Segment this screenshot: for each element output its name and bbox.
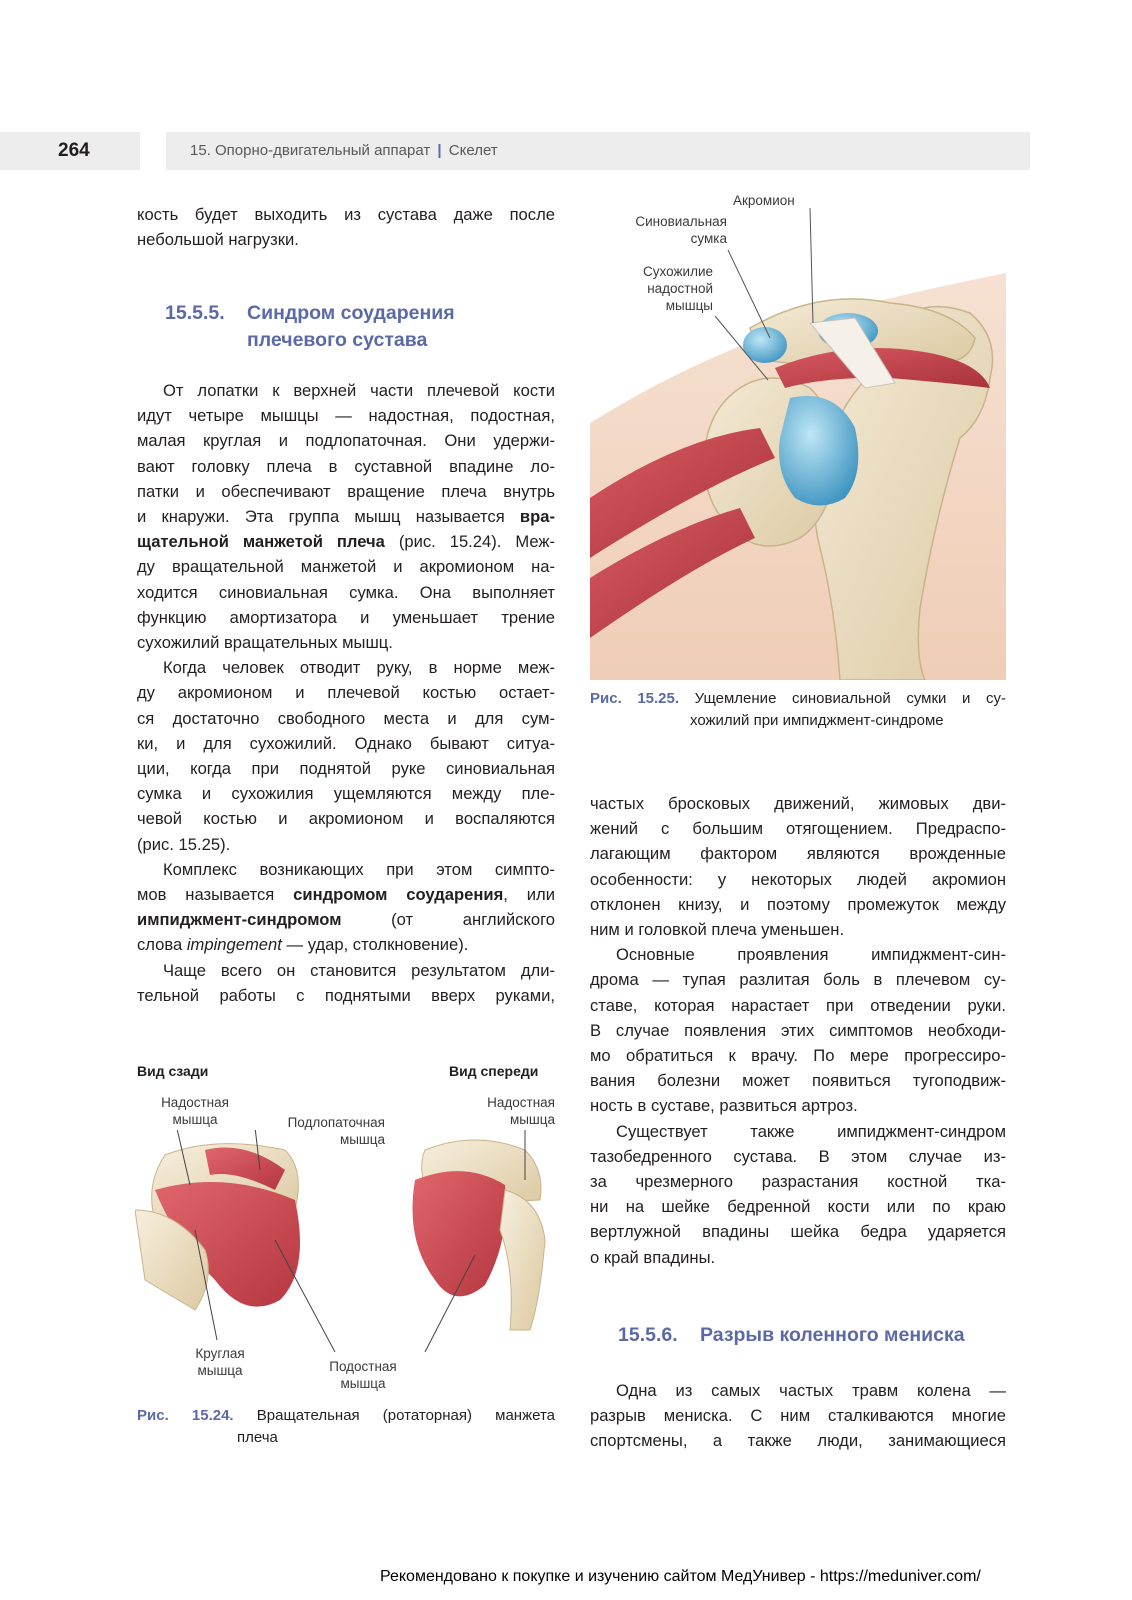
text-line: о край впадины.: [590, 1247, 716, 1267]
section-number: 15.5.5.: [165, 302, 225, 324]
text-line: чевой костью и акромионом и воспаляются: [137, 809, 555, 829]
page-number: 264: [58, 140, 90, 161]
label-line: Надостная: [487, 1095, 555, 1110]
section-title-line2: плечевого сустава: [247, 329, 428, 351]
label-supraspinatus-back: [150, 1094, 240, 1128]
label-teres: [175, 1345, 265, 1379]
view-front-label: Вид спереди: [449, 1063, 539, 1079]
text-line: жений с большим отягощением. Предраспо-: [590, 819, 1006, 839]
right-body-text-2: [590, 1378, 1006, 1454]
bold-term: вра-: [519, 507, 555, 527]
text-run: мов называется: [137, 885, 294, 905]
caption-text: хожилий при импиджмент-синдроме: [690, 712, 944, 729]
running-head-text: [190, 132, 498, 170]
text-line: мо обратиться к врачу. По мере прогрессиро-: [590, 1046, 1006, 1066]
text-line: идут четыре мышцы — надостная, подостная,: [137, 406, 555, 426]
text-line: Одна из самых частых травм колена —: [616, 1381, 1006, 1400]
section-heading-15-5-6: [618, 1322, 1018, 1349]
front-subscapularis-muscle: [413, 1171, 506, 1296]
text-line: ность в суставе, развиться артроз.: [590, 1096, 858, 1116]
text-line: ся достаточно свободного места и для сум-: [137, 708, 555, 728]
left-intro: [137, 202, 555, 252]
label-line: Подлопаточная: [287, 1115, 385, 1130]
text-line: лагающим фактором являются врожденные: [590, 844, 1006, 864]
section-title: Разрыв коленного мениска: [700, 1324, 965, 1346]
label-tendon: [600, 263, 713, 314]
front-humerus: [500, 1190, 545, 1330]
bold-term: импиджмент-синдромом: [137, 910, 342, 930]
caption-text: Вращательная (ротаторная) манжета: [256, 1407, 556, 1424]
label-subscapularis: [255, 1114, 385, 1148]
section-heading-15-5-5: [165, 300, 565, 354]
text-line: ни на шейке бедренной кости или по краю: [590, 1197, 1006, 1217]
text-run: и кнаружи. Эта группа мышц называется: [137, 507, 520, 527]
figure-15-25-caption: [590, 688, 1006, 732]
label-bursa: [615, 213, 727, 247]
label-line: мышца: [509, 1112, 555, 1127]
text-line: Когда человек отводит руку, в норме меж-: [163, 658, 555, 678]
text-line: [137, 882, 555, 907]
label-line: мышца: [197, 1363, 243, 1378]
text-line: [137, 504, 555, 529]
caption-text: Ущемление синовиальной сумки и су-: [694, 690, 1006, 707]
text-line: Существует также импиджмент-синдром: [616, 1121, 1006, 1141]
text-line: небольшой нагрузки.: [137, 230, 299, 250]
text-line: за чрезмерного разрастания костной тка-: [590, 1172, 1006, 1192]
text-line: ним и головкой плеча уменьшен.: [590, 920, 845, 940]
running-header: [0, 132, 1030, 170]
text-line: ду акромионом и плечевой костью остает-: [137, 683, 555, 703]
caption-label: Рис. 15.24.: [137, 1407, 234, 1424]
text-run: слова: [137, 935, 187, 955]
text-line: [137, 932, 555, 957]
caption-label: Рис. 15.25.: [590, 690, 680, 707]
text-line: ки, и для сухожилий. Однако бывают ситуа-: [137, 733, 555, 753]
text-line: (рис. 15.25).: [137, 834, 231, 854]
text-line: ду вращательной манжетой и акромионом на-: [137, 557, 555, 577]
label-line: Надостная: [161, 1095, 229, 1110]
text-line: В случае появления этих симптомов необходи-: [590, 1020, 1006, 1040]
text-line: вают головку плеча в суставной впадине ло-: [137, 456, 555, 476]
text-line: кость будет выходить из сустава даже после: [137, 205, 555, 224]
text-line: особенности: у некоторых людей акромион: [590, 869, 1006, 889]
label-line: Подостная: [329, 1359, 397, 1374]
section-title: Скелет: [448, 142, 498, 159]
section-title-line1: Синдром соударения: [247, 302, 455, 324]
label-supraspinatus-front: [465, 1094, 555, 1128]
text-run: (от английского: [341, 910, 555, 930]
text-run: — удар, столкновение).: [281, 935, 469, 955]
bold-term: синдромом соударения: [293, 885, 504, 905]
header-gap: [140, 132, 166, 170]
text-line: тельной работы с поднятыми вверх руками,: [137, 985, 555, 1005]
text-line: малая круглая и подлопаточная. Они удержи-: [137, 431, 555, 451]
text-line: Чаще всего он становится результатом дли-: [163, 960, 555, 980]
footer-recommendation: [380, 1568, 981, 1586]
text-line: Основные проявления импиджмент-син-: [616, 945, 1006, 965]
text-line: отклонен книзу, и поэтому промежуток между: [590, 894, 1006, 914]
text-line: ходится синовиальная сумка. Она выполняет: [137, 582, 555, 602]
text-line: разрыв мениска. С ним сталкиваются многие: [590, 1406, 1006, 1426]
text-line: дрома — тупая разлитая боль в плечевом су-: [590, 970, 1006, 990]
text-line: функцию амортизатора и уменьшает трение: [137, 607, 555, 627]
bold-term: щательной манжетой плеча: [137, 532, 385, 552]
text-run: , или: [503, 885, 555, 905]
text-line: сумка и сухожилия ущемляются между пле-: [137, 784, 555, 804]
right-body-text: [590, 791, 1006, 1270]
text-line: патки и обеспечивают вращение плеча внутрь: [137, 481, 555, 501]
label-line: Синовиальная: [635, 214, 727, 229]
label-line: мышца: [340, 1376, 386, 1391]
label-acromion: Акромион: [733, 193, 795, 208]
section-number: 15.5.6.: [618, 1324, 678, 1346]
text-line: вания болезни может появиться тугоподвиж-: [590, 1071, 1006, 1091]
text-line: вертлужной впадины шейка бедра ударяется: [590, 1222, 1006, 1242]
text-line: спортсмены, а также люди, занимающиеся: [590, 1431, 1006, 1451]
label-line: надостной: [647, 281, 713, 296]
text-line: ции, когда при поднятой руке синовиальная: [137, 759, 555, 779]
caption-text: плеча: [237, 1429, 278, 1446]
label-line: Сухожилие: [643, 264, 713, 279]
chapter-title: 15. Опорно-двигательный аппарат: [190, 142, 431, 159]
text-line: Комплекс возникающих при этом симпто-: [163, 859, 555, 879]
footer-text[interactable]: Рекомендовано к покупке и изучению сайтом МедУнивер - https://meduniver.com/: [380, 1568, 981, 1585]
label-line: мышцы: [665, 298, 713, 313]
label-line: Круглая: [195, 1346, 245, 1361]
view-back-label: Вид сзади: [137, 1063, 209, 1079]
label-line: сумка: [690, 231, 727, 246]
text-line: [137, 529, 555, 554]
text-line: тазобедренного сустава. В этом случае из-: [590, 1146, 1006, 1166]
text-line: частых бросковых движений, жимовых дви-: [590, 794, 1006, 813]
figure-15-25-illustration: [590, 188, 1006, 680]
text-run: (рис. 15.24). Меж-: [384, 532, 555, 552]
left-body-text: [137, 378, 555, 1008]
text-line: От лопатки к верхней части плечевой кости: [163, 381, 555, 400]
label-line: мышца: [172, 1112, 218, 1127]
text-line: ставе, которая нарастает при отведении руки.: [590, 995, 1006, 1015]
label-infraspinatus: [318, 1358, 408, 1392]
italic-term: impingement: [186, 935, 282, 955]
leader-line: [275, 1240, 335, 1352]
text-line: [137, 907, 555, 932]
header-separator: |: [437, 142, 442, 159]
label-line: мышца: [339, 1132, 385, 1147]
text-line: сухожилий вращательных мышц.: [137, 633, 393, 653]
figure-15-24-caption: [137, 1405, 555, 1449]
